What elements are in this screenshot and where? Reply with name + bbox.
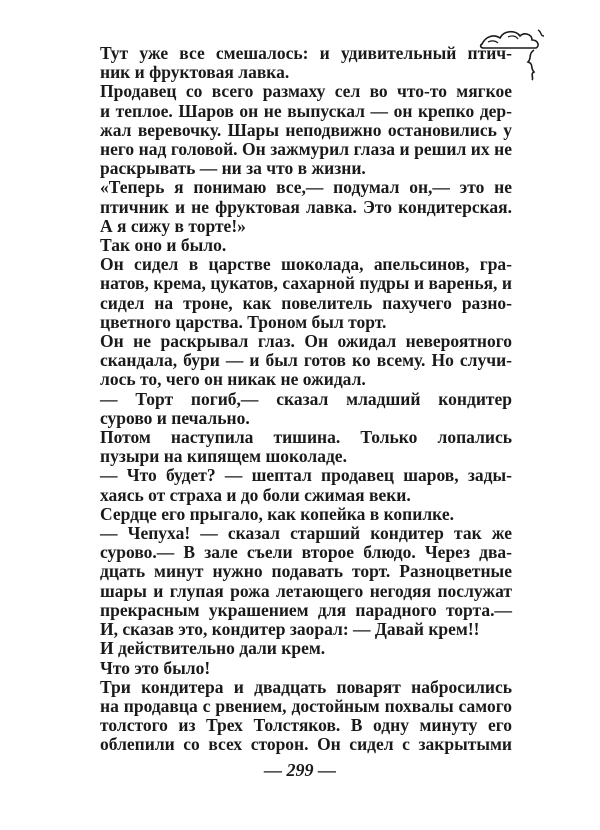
text-line: Тут уже все смешалось: и удивительный птич-	[100, 43, 512, 63]
text-line: ник и фруктовая лавка.	[100, 62, 290, 83]
text-line: И действительно дали крем.	[100, 638, 326, 659]
text-line: Три кондитера и двадцать поварят набросились	[100, 676, 512, 697]
text-line: сурово.— В зале съели второе блюдо. Через два-	[100, 542, 512, 563]
text-line: дцать минут нужно подавать торт. Разноцветные	[100, 561, 512, 582]
text-line: — Что будет? — шептал продавец шаров, зады-	[100, 465, 512, 486]
text-line: облепили со всех сторон. Он сидел с закрытыми	[100, 734, 512, 755]
text-line: — Чепуха! — сказал старший кондитер так же	[100, 523, 512, 544]
text-line: — Торт погиб,— сказал младший кондитер	[100, 388, 512, 409]
text-line: Он сидел в царстве шоколада, апельсинов, гра-	[100, 254, 512, 275]
text-line: цветного царства. Троном был торт.	[100, 311, 387, 332]
text-line: него над головой. Он зажмурил глаза и решил их не	[100, 139, 512, 160]
text-line: лось то, чего он никак не ожидал.	[100, 369, 366, 390]
text-line: птичник и не фруктовая лавка. Это кондитерская.	[100, 196, 512, 217]
text-line: Он не раскрывал глаз. Он ожидал невероятного	[100, 331, 512, 352]
text-line: и теплое. Шаров он не выпускал — он крепко дер-	[100, 100, 512, 121]
text-line: сурово и печально.	[100, 407, 250, 428]
text-line: «Теперь я понимаю все,— подумал он,— это не	[100, 177, 512, 198]
page-number: — 299 —	[264, 760, 336, 780]
text-line: толстого из Трех Толстяков. В одну минуту его	[100, 715, 512, 736]
text-line: И, сказав это, кондитер заорал: — Давай крем!!	[100, 619, 480, 640]
text-line: пузыри на кипящем шоколаде.	[100, 446, 347, 467]
text-line: Сердце его прыгало, как копейка в копилке.	[100, 503, 454, 524]
text-line: шары и глупая рожа летающего негодяя послужат	[100, 580, 512, 601]
text-line: натов, крема, цукатов, сахарной пудры и варенья, и	[100, 273, 512, 294]
body-text	[100, 44, 512, 755]
text-line: Что это было!	[100, 657, 211, 678]
text-line: жал веревочку. Шары неподвижно остановились у	[100, 119, 512, 140]
text-line: прекрасным украшением для парадного торта.—	[100, 599, 512, 620]
text-line: Потом наступила тишина. Только лопались	[100, 427, 512, 448]
text-line: сидел на троне, как повелитель пахучего разно-	[100, 292, 512, 313]
text-line: хаясь от страха и до боли сжимая веки.	[100, 484, 411, 505]
text-line: скандала, бури — и был готов ко всему. Но случи-	[100, 350, 512, 371]
text-line: раскрывать — ни за что в жизни.	[100, 158, 366, 179]
text-line: на продавца с рвением, достойным похвалы самого	[100, 695, 512, 716]
text-line: А я сижу в торте!»	[100, 215, 246, 236]
text-line: Продавец со всего размаху сел во что-то мягкое	[100, 81, 512, 102]
text-line: Так оно и было.	[100, 235, 227, 256]
